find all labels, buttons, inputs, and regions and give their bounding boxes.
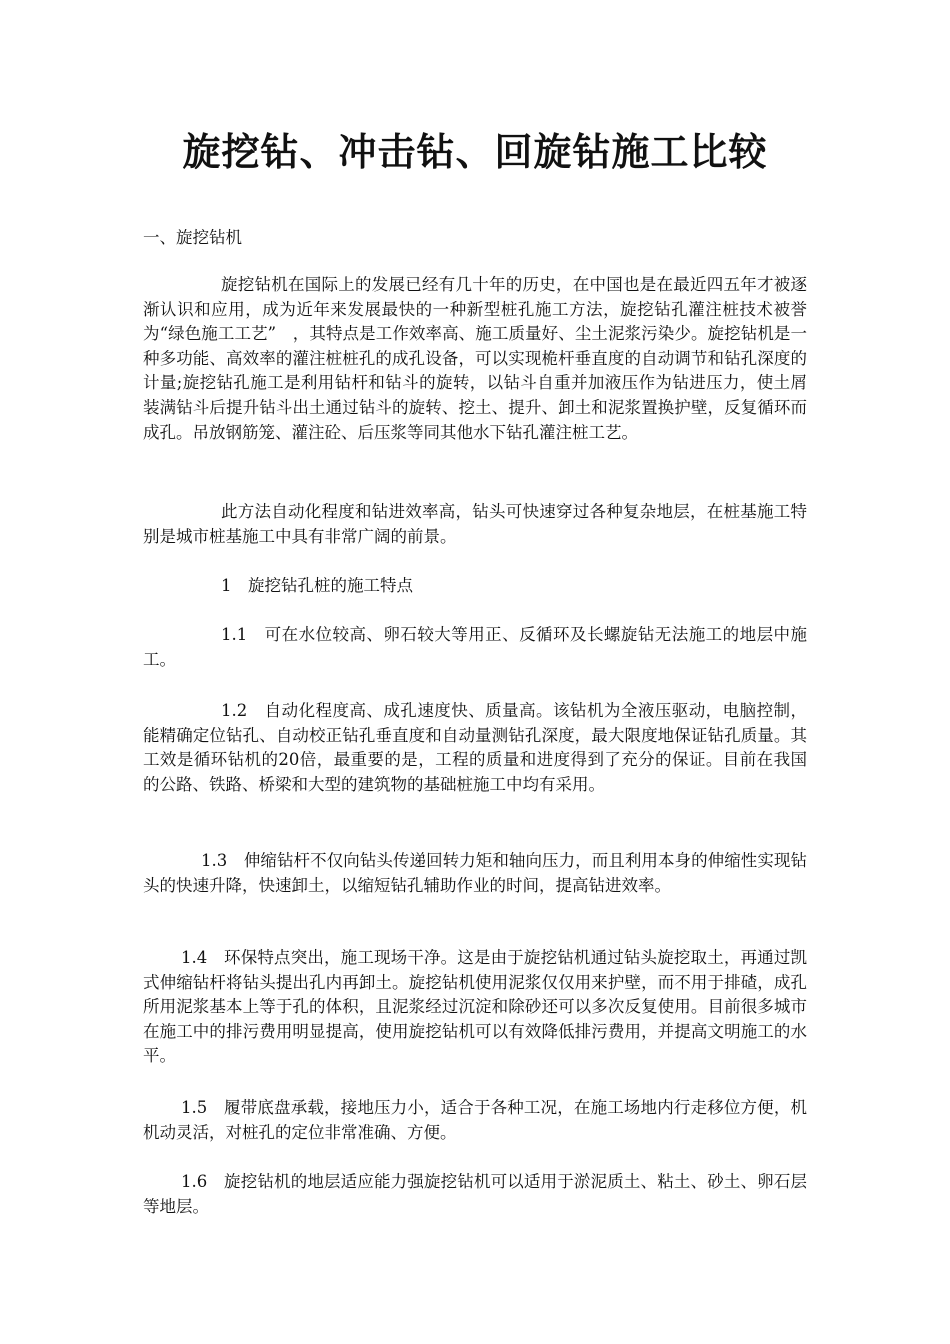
subheading-construction-features: 1 旋挖钻孔桩的施工特点 (221, 576, 413, 595)
list-item-1-3: 1.3 伸缩钻杆不仅向钻头传递回转力矩和轴向压力，而且利用本身的伸缩性实现钻头的快速升降，快速卸土，以缩短钻孔辅助作业的时间，提高钻进效率。 (143, 851, 807, 895)
document-title: 旋挖钻、冲击钻、回旋钻施工比较 (182, 130, 768, 174)
list-item-1-5: 1.5 履带底盘承载，接地压力小，适合于各种工况，在施工场地内行走移位方便，机机动灵活，对桩孔的定位非常准确、方便。 (143, 1098, 807, 1142)
list-item-1-1: 1.1 可在水位较高、卵石较大等用正、反循环及长螺旋钻无法施工的地层中施工。 (143, 625, 807, 669)
list-item-1-4: 1.4 环保特点突出，施工现场干净。这是由于旋挖钻机通过钻头旋挖取土，再通过凯式伸缩钻杆将钻头提出孔内再卸土。旋挖钻机使用泥浆仅仅用来护壁，而不用于排碴，成孔所用泥浆基本上等于孔的体积，且泥浆经过沉淀和除砂还可以多次反复使用。目前很多城市在施工中的排污费用明显提高，使用旋挖钻机可以有效降低排污费用，并提高文明施工的水平。 (143, 948, 807, 1066)
section-heading: 一、旋挖钻机 (143, 228, 242, 247)
paragraph-automation: 此方法自动化程度和钻进效率高，钻头可快速穿过各种复杂地层，在桩基施工特别是城市桩基施工中具有非常广阔的前景。 (143, 502, 807, 546)
list-item-1-6: 1.6 旋挖钻机的地层适应能力强旋挖钻机可以适用于淤泥质土、粘土、砂土、卵石层等地层。 (143, 1172, 807, 1216)
paragraph-intro: 旋挖钻机在国际上的发展已经有几十年的历史，在中国也是在最近四五年才被逐渐认识和应用，成为近年来发展最快的一种新型桩孔施工方法，旋挖钻孔灌注桩技术被誉为“绿色施工工艺” ，其特点是工作效率高、施工质量好、尘土泥浆污染少。旋挖钻机是一种多功能、高效率的灌注桩桩孔的成孔设备，可以实现桅杆垂直度的自动调节和钻孔深度的计量;旋挖钻孔施工是利用钻杆和钻斗的旋转，以钻斗自重并加液压作为钻进压力，使土屑装满钻斗后提升钻斗出土通过钻斗的旋转、挖土、提升、卸土和泥浆置换护壁，反复循环而成孔。吊放钢筋笼、灌注砼、后压浆等同其他水下钻孔灌注桩工艺。 (143, 275, 807, 442)
list-item-1-2: 1.2 自动化程度高、成孔速度快、质量高。该钻机为全液压驱动，电脑控制，能精确定位钻孔、自动校正钻孔垂直度和自动量测钻孔深度，最大限度地保证钻孔质量。其工效是循环钻机的20倍，最重要的是，工程的质量和进度得到了充分的保证。目前在我国的公路、铁路、桥梁和大型的建筑物的基础桩施工中均有采用。 (143, 701, 807, 794)
